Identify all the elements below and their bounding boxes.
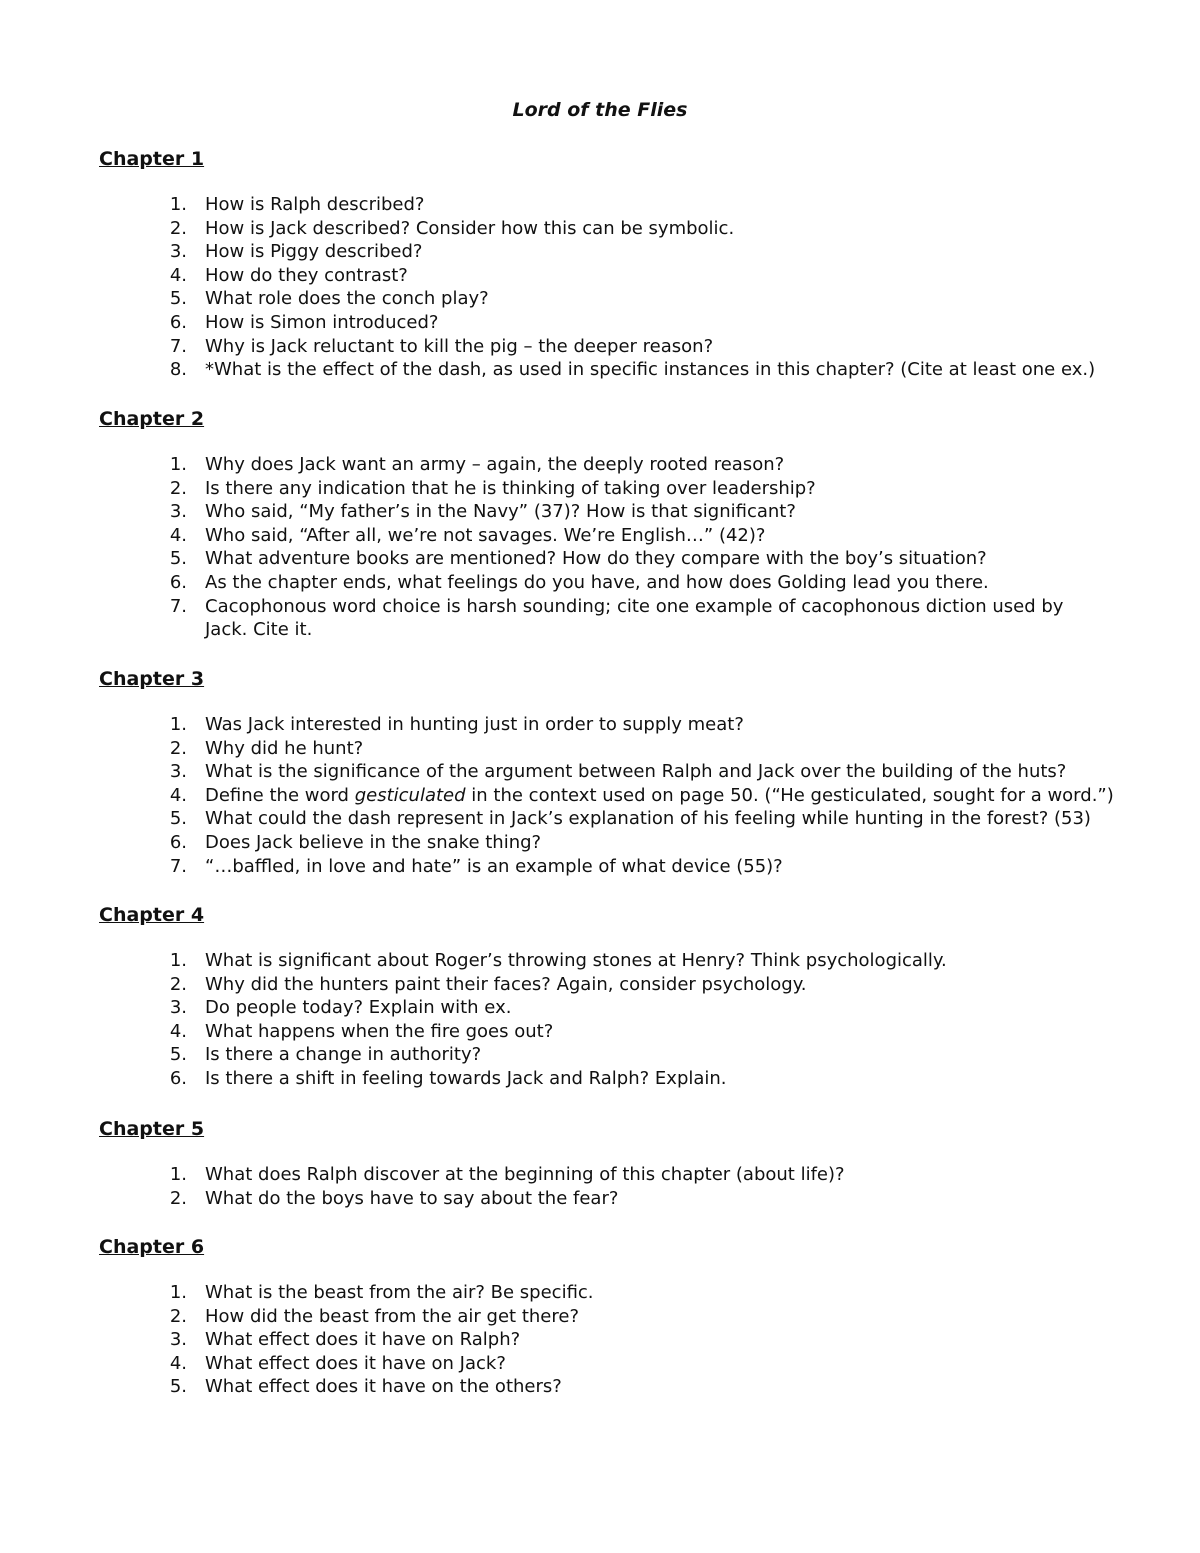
question-item [0,831,909,855]
question-number: 3. [169,241,187,263]
question-item [0,1163,845,1187]
question-item [0,453,880,477]
question-list [0,193,1096,382]
question-number: 6. [169,831,187,853]
question-number: 1. [169,1164,187,1185]
question-item [0,855,909,879]
question-item [0,311,890,335]
question-number: 2. [169,1187,187,1209]
question-number: 7. [169,595,187,617]
question-number: 6. [169,1067,187,1089]
question-item [0,1328,521,1352]
question-number: 2. [169,1305,187,1327]
question-number: 4. [169,784,187,806]
question-text: Cacophonous word choice is harsh sounding; cite one example of cacophonous diction used by Jack. Cite it. [205,595,1064,641]
question-number: 6. [169,311,187,333]
question-item [0,193,890,217]
question-number: 5. [169,288,187,310]
question-text: How did the beast from the air get there? [205,1305,579,1327]
question-text: Is there a shift in feeling towards Jack and Ralph? Explain. [205,1067,727,1089]
question-text-after: in the context used on page 50. (“He gesticulated, sought for a word.”) [465,784,1114,806]
question-number: 4. [169,264,187,286]
chapter-heading: Chapter 6 [99,1236,205,1258]
question-text: Does Jack believe in the snake thing? [205,831,542,853]
question-number: 1. [169,1282,187,1303]
question-item [0,1375,562,1399]
question-text: What could the dash represent in Jack’s explanation of his feeling while hunting in the forest? (53) [205,808,1091,830]
question-text: What is the significance of the argument between Ralph and Jack over the building of the huts? [205,761,1067,783]
chapter-heading: Chapter 1 [99,148,205,170]
question-text: As the chapter ends, what feelings do you have, and how does Golding lead you there. [205,571,989,593]
question-number: 3. [169,501,187,523]
question-text: *What is the effect of the dash, as used in specific instances in this chapter? (Cite at least one ex.) [205,359,1096,381]
question-text: Why did the hunters paint their faces? Again, consider psychology. [205,973,807,995]
question-item [0,287,890,311]
question-item [0,358,1096,382]
question-number: 4. [169,524,187,546]
question-number: 8. [169,359,187,381]
question-text: Why does Jack want an army – again, the deeply rooted reason? [205,454,785,475]
question-text: What role does the conch play? [205,288,489,310]
chapter-heading: Chapter 4 [99,904,205,926]
question-number: 1. [169,950,187,971]
question-text: How is Ralph described? [205,194,425,215]
question-text: What effect does it have on Ralph? [205,1329,521,1351]
question-text: Do people today? Explain with ex. [205,997,512,1019]
question-item [0,264,890,288]
question-item [0,477,880,501]
italic-term: gesticulated [354,784,466,806]
chapter-heading: Chapter 3 [99,668,205,690]
question-text-before: Define the word [205,784,355,806]
question-text: Why is Jack reluctant to kill the pig – the deeper reason? [205,335,714,357]
question-text: What adventure books are mentioned? How do they compare with the boy’s situation? [205,548,987,570]
question-item [0,1187,640,1211]
question-number: 5. [169,548,187,570]
question-text: “…baffled, in love and hate” is an example of what device (55)? [205,855,783,877]
question-number: 5. [169,1044,187,1066]
question-number: 2. [169,477,187,499]
question-text: What do the boys have to say about the fear? [205,1187,619,1209]
question-item [0,807,1091,831]
question-item [0,1043,742,1067]
question-item [0,737,909,761]
question-item [0,973,807,997]
question-text: What effect does it have on Jack? [205,1352,506,1374]
question-item [0,240,890,264]
question-number: 2. [169,973,187,995]
question-text: Why did he hunt? [205,737,364,759]
question-list [0,1163,845,1210]
question-item [0,1305,579,1329]
question-item [0,713,909,737]
question-item [0,500,880,524]
question-list [0,949,947,1091]
question-text [205,784,1114,808]
question-item [0,595,1064,642]
question-text: Who said, “After all, we’re not savages. We’re English…” (42)? [205,524,766,546]
question-number: 4. [169,1352,187,1374]
chapter-heading: Chapter 2 [99,408,205,430]
question-text: What is the beast from the air? Be specific. [205,1282,594,1303]
question-item [0,784,1114,808]
chapter-heading: Chapter 5 [99,1118,205,1140]
question-number: 3. [169,997,187,1019]
question-text: How do they contrast? [205,264,408,286]
question-number: 7. [169,335,187,357]
question-text: Is there any indication that he is thinking of taking over leadership? [205,477,816,499]
question-list [0,453,1064,642]
question-number: 4. [169,1020,187,1042]
question-number: 3. [169,761,187,783]
question-number: 6. [169,571,187,593]
question-text: Who said, “My father’s in the Navy” (37)? How is that significant? [205,501,796,523]
question-text: How is Piggy described? [205,241,423,263]
question-text: Was Jack interested in hunting just in order to supply meat? [205,714,744,735]
question-number: 5. [169,808,187,830]
question-item [0,949,947,973]
question-item [0,547,987,571]
question-text: What effect does it have on the others? [205,1376,562,1398]
question-number: 5. [169,1376,187,1398]
question-item [0,335,890,359]
question-text: How is Simon introduced? [205,311,439,333]
question-number: 2. [169,217,187,239]
document-title: Lord of the Flies [512,99,688,121]
question-text: What happens when the fire goes out? [205,1020,554,1042]
question-item [0,760,1067,784]
question-item [0,1020,742,1044]
question-number: 1. [169,714,187,735]
question-item [0,524,880,548]
question-text: Is there a change in authority? [205,1044,482,1066]
question-number: 2. [169,737,187,759]
question-item [0,1281,594,1305]
question-text: What does Ralph discover at the beginning of this chapter (about life)? [205,1164,845,1185]
question-number: 1. [169,194,187,215]
question-list [0,713,1114,878]
question-item [0,571,989,595]
question-list [0,1281,594,1399]
question-text: How is Jack described? Consider how this can be symbolic. [205,217,735,239]
question-item [0,217,890,241]
question-item [0,1352,506,1376]
question-item [0,996,742,1020]
question-number: 1. [169,454,187,475]
question-text: What is significant about Roger’s throwing stones at Henry? Think psychologically. [205,950,947,971]
question-number: 7. [169,855,187,877]
question-number: 3. [169,1329,187,1351]
question-item [0,1067,742,1091]
